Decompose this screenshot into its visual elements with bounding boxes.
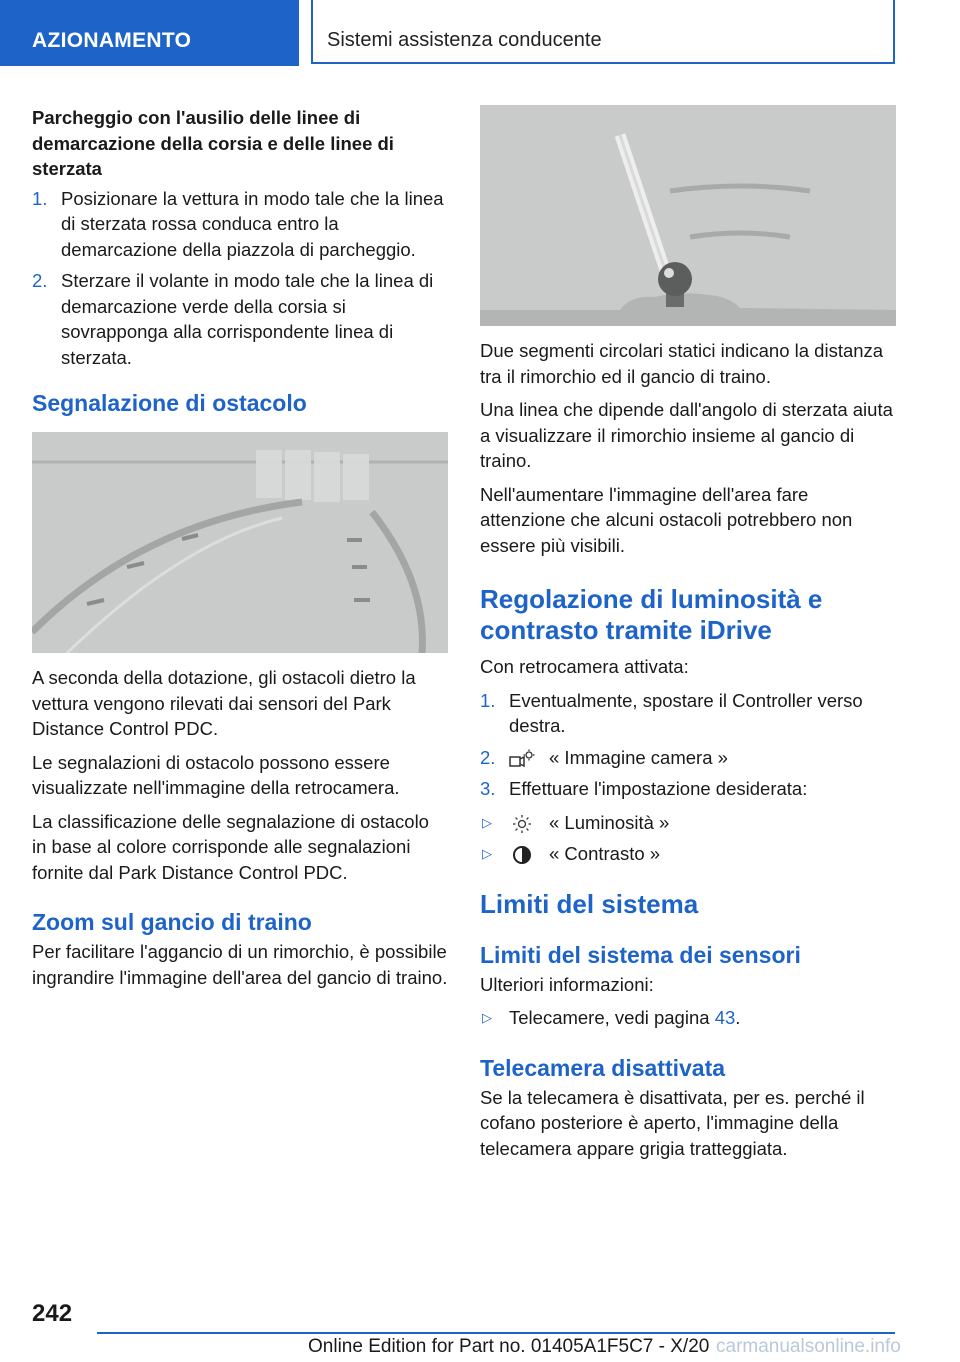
step-text: Eventualmente, spostare il Controller verso destra. [509, 689, 863, 736]
zoom-heading: Zoom sul gancio di traino [32, 909, 312, 935]
hitch-figure [480, 105, 896, 326]
page-header [0, 0, 960, 66]
step-number: 1. [480, 689, 496, 711]
camera-off-heading: Telecamera disattivata [480, 1054, 726, 1081]
page-number: 242 [32, 1300, 73, 1327]
step-text: Effettuare l'impostazione desiderata: [509, 778, 808, 799]
item-text: Telecamere, vedi pagina [509, 1007, 710, 1028]
sensor-limits-item [480, 1005, 896, 1031]
step-text: « Immagine camera » [549, 746, 728, 768]
limits-heading: Limiti del sistema [480, 888, 699, 919]
bullet-triangle-icon: ▷ [482, 814, 492, 830]
item-tail: . [735, 1007, 741, 1028]
step-text: Posizionare la vettura in modo tale che la linea di sterzata rossa conduca entro la demarcazione della piazzola di parcheggio. [61, 187, 444, 260]
watermark: carmanualsonline.info [716, 1336, 901, 1357]
left-column [32, 105, 448, 998]
parking-step-1 [32, 186, 448, 263]
right-column [480, 105, 896, 1169]
step-number: 2. [480, 746, 496, 768]
hitch-illustration [480, 105, 896, 326]
option-contrast [480, 841, 896, 867]
option-brightness [480, 810, 896, 836]
option-text: « Luminosità » [549, 811, 670, 833]
obstacle-illustration [32, 432, 448, 653]
brightness-options [480, 810, 896, 867]
sun-icon [509, 814, 535, 834]
brightness-step-1 [480, 688, 896, 739]
footer-rule [97, 1332, 895, 1334]
hitch-para-2: Una linea che dipende dall'angolo di sterzata aiuta a visualizzare il rimorchio insieme al gancio di traino. [480, 399, 893, 471]
bullet-triangle-icon: ▷ [482, 846, 492, 861]
camera-settings-icon [509, 749, 535, 769]
step-number: 3. [480, 778, 496, 799]
obstacle-para-2: Le segnalazioni di ostacolo possono essere visualizzate nell'immagine della retrocamera. [32, 751, 400, 798]
brightness-step-2 [480, 745, 896, 771]
hitch-para-3: Nell'aumentare l'immagine dell'area fare attenzione che alcuni ostacoli potrebbero non essere più visibili. [480, 483, 853, 556]
page-link[interactable]: 43 [714, 1007, 736, 1028]
obstacle-figure [32, 432, 448, 653]
sensor-limits-heading: Limiti del sistema dei sensori [480, 941, 801, 968]
brightness-steps [480, 688, 896, 802]
sensor-limits-intro: Ulteriori informazioni: [480, 973, 654, 995]
brightness-heading: Regolazione di luminosità e contrasto tramite iDrive [480, 584, 823, 645]
edition-text: Online Edition for Part no. 01405A1F5C7 - X/20 [308, 1336, 710, 1357]
brightness-intro: Con retrocamera attivata: [480, 656, 689, 677]
contrast-icon [509, 845, 535, 865]
chapter-title: Sistemi assistenza conducente [311, 0, 895, 64]
option-text: « Contrasto » [549, 843, 661, 864]
obstacle-heading: Segnalazione di ostacolo [32, 390, 307, 416]
step-number: 2. [32, 270, 48, 291]
brightness-step-3 [480, 776, 896, 802]
parking-heading: Parcheggio con l'ausilio delle linee di demarcazione della corsia e delle linee di sterzata [32, 107, 394, 179]
step-text: Sterzare il volante in modo tale che la linea di demarcazione verde della corsia si sovrapponga alla corrispondente linea di sterzata. [61, 270, 434, 368]
section-tab: AZIONAMENTO [0, 0, 299, 66]
zoom-para: Per facilitare l'aggancio di un rimorchio, è possibile ingrandire l'immagine dell'area del gancio di traino. [32, 941, 448, 988]
step-number: 1. [32, 187, 48, 209]
camera-off-para: Se la telecamera è disattivata, per es. perché il cofano posteriore è aperto, l'immagine della telecamera appare grigia tratteggiata. [480, 1086, 865, 1159]
obstacle-para-3: La classificazione delle segnalazione di ostacolo in base al colore corrisponde alle segnalazioni fornite dal Park Distance Control PDC. [32, 810, 429, 883]
parking-steps [32, 186, 448, 371]
parking-step-2 [32, 268, 448, 370]
bullet-triangle-icon: ▷ [482, 1010, 492, 1025]
obstacle-para-1: A seconda della dotazione, gli ostacoli dietro la vettura vengono rilevati dai sensori del Park Distance Control PDC. [32, 667, 416, 739]
hitch-para-1: Due segmenti circolari statici indicano la distanza tra il rimorchio ed il gancio di traino. [480, 340, 884, 387]
sensor-limits-list [480, 1005, 896, 1031]
